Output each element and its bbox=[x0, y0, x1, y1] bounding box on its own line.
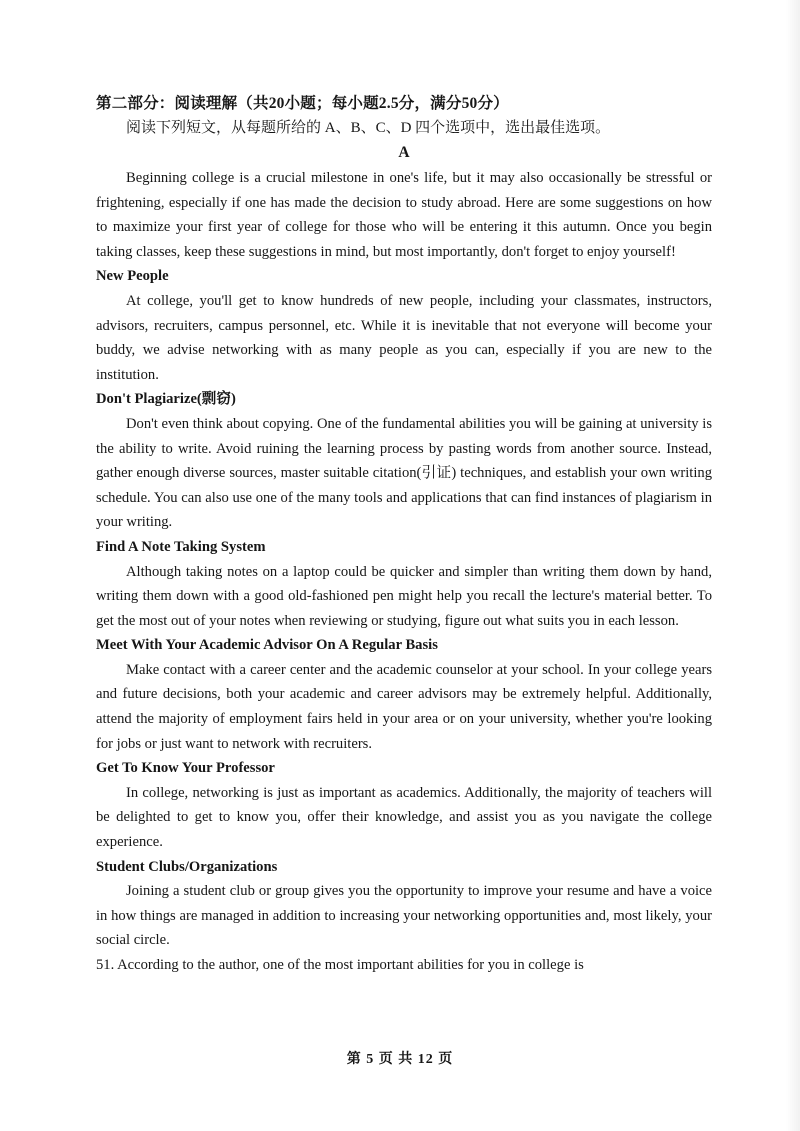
paragraph-student-clubs: Joining a student club or group gives you the opportunity to improve your resume and have a voice in how things are managed in addition to increasing your networking opportunities and, most likely, your social circle. bbox=[96, 883, 712, 949]
paragraph-academic-advisor: Make contact with a career center and the academic counselor at your school. In your college years and future decisions, both your academic and career advisors may be extremely helpful. Additionally, attend the majority of employment fairs held in your area or on your university, whether you're looking for jobs or just want to network with recruiters. bbox=[96, 661, 712, 752]
passage-intro: Beginning college is a crucial milestone in one's life, but it may also occasionally be stressful or frightening, especially if one has made the decision to study abroad. Here are some suggestions on how to maximize your first year of college for those who will be entering it this autumn. Once you begin taking classes, keep these suggestions in mind, but most importantly, don't forget to enjoy yourself! bbox=[96, 170, 712, 260]
page-footer: 第 5 页 共 12 页 bbox=[346, 1052, 454, 1067]
passage-letter: A bbox=[398, 144, 410, 161]
section-title: 第二部分：阅读理解（共20小题；每小题2.5分，满分50分） bbox=[96, 95, 509, 112]
page-edge-shadow bbox=[786, 0, 800, 1131]
section-instruction: 阅读下列短文，从每题所给的 A、B、C、D 四个选项中，选出最佳选项。 bbox=[126, 120, 611, 136]
heading-dont-plagiarize: Don't Plagiarize(剽窃) bbox=[96, 391, 236, 408]
paragraph-new-people: At college, you'll get to know hundreds of new people, including your classmates, instructors, advisors, recruiters, campus personnel, etc. While it is inevitable that not everyone will become your buddy, we advise networking with as many people as you can, especially if you are new to the institution. bbox=[96, 292, 712, 383]
paragraph-dont-plagiarize: Don't even think about copying. One of the fundamental abilities you will be gaining at university is the ability to write. Avoid ruining the learning process by pasting words from another source. Instead, gather enough diverse sources, master suitable citation(引证) techniques, and establish your own writing schedule. You can also use one of the many tools and applications that can find instances of plagiarism in your writing. bbox=[96, 415, 712, 531]
heading-note-taking: Find A Note Taking System bbox=[96, 538, 266, 555]
heading-student-clubs: Student Clubs/Organizations bbox=[96, 858, 278, 875]
paragraph-professor: In college, networking is just as important as academics. Additionally, the majority of teachers will be delighted to get to know you, offer their knowledge, and assist you as you navigate the college experience. bbox=[96, 784, 712, 851]
question-51: 51. According to the author, one of the most important abilities for you in college is bbox=[96, 957, 584, 973]
heading-new-people: New People bbox=[96, 268, 169, 285]
exam-page bbox=[96, 92, 712, 978]
paragraph-note-taking: Although taking notes on a laptop could be quicker and simpler than writing them down by hand, writing them down with a good old-fashioned pen might help you recall the lecture's material better. To get the most out of your notes when reviewing or studying, figure out what suits you in each lesson. bbox=[96, 563, 712, 629]
heading-professor: Get To Know Your Professor bbox=[96, 760, 275, 777]
heading-academic-advisor: Meet With Your Academic Advisor On A Regular Basis bbox=[96, 637, 438, 654]
